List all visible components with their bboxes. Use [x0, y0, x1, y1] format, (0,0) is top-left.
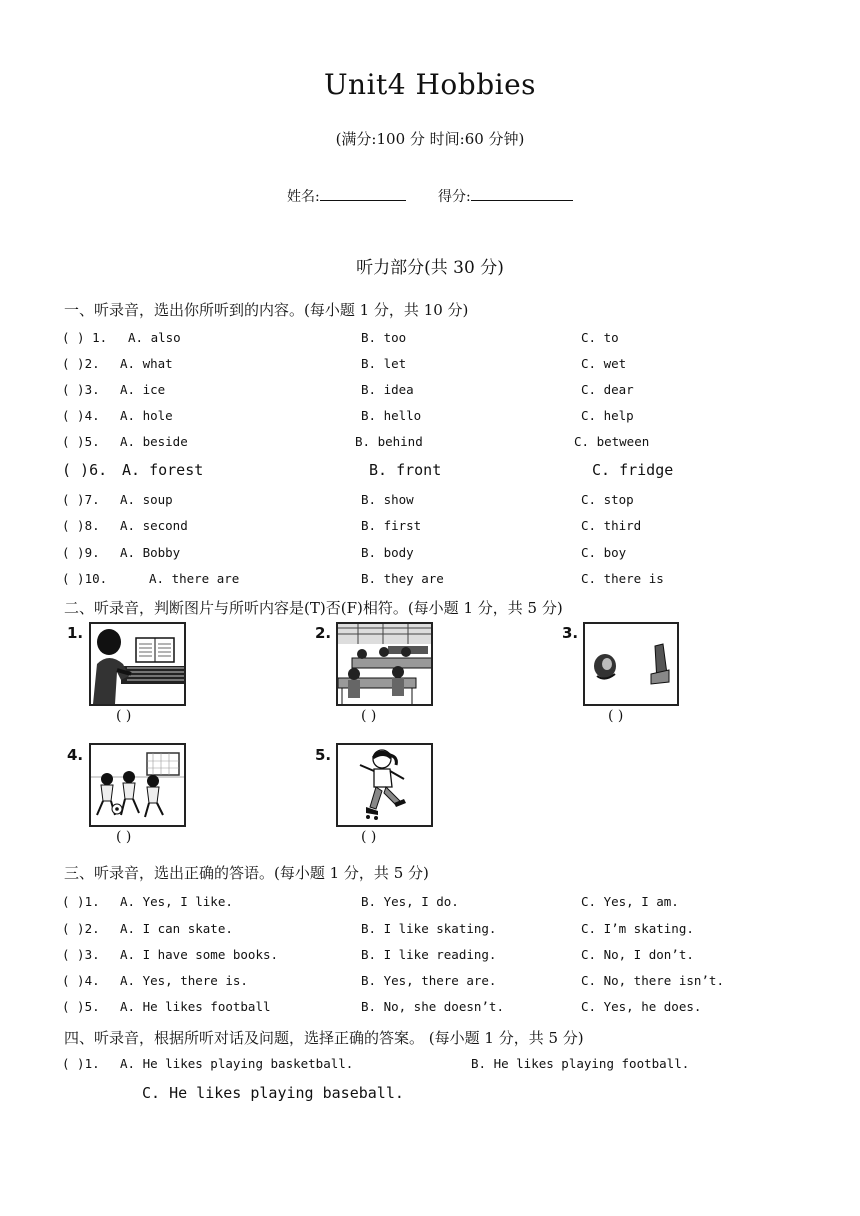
answer-paren[interactable]: ( ): [62, 518, 85, 533]
football-illustration: [91, 745, 184, 825]
option-b: B. hello: [361, 408, 422, 423]
option-a: A. beside: [120, 434, 188, 449]
option-b: B. idea: [361, 382, 414, 397]
section1-heading: 一、听录音，选出你所听到的内容。(每小题 1 分，共 10 分): [64, 301, 469, 319]
piano-girl-illustration: [91, 624, 184, 704]
question-row: [62, 330, 107, 345]
option-a: A. hole: [120, 408, 173, 423]
option-a: A. He likes football: [120, 999, 271, 1014]
option-c: C. help: [581, 408, 634, 423]
option-a: A. Yes, I like.: [120, 894, 233, 909]
question-number: 1.: [84, 1056, 100, 1071]
option-a: A. I can skate.: [120, 921, 233, 936]
option-c: C. there is: [581, 571, 664, 586]
picture-number: 4.: [67, 746, 84, 764]
option-c: C. wet: [581, 356, 627, 371]
option-b: B. Yes, I do.: [361, 894, 459, 909]
question-number: 9.: [84, 545, 100, 560]
exam-info: (满分:100 分 时间:60 分钟): [335, 130, 525, 148]
option-c: C. between: [574, 434, 650, 449]
answer-paren[interactable]: ( ): [62, 571, 85, 586]
option-b: B. No, she doesn’t.: [361, 999, 504, 1014]
picture-objects: [583, 622, 679, 706]
option-c: C. dear: [581, 382, 634, 397]
question-number: 7.: [84, 492, 100, 507]
picture-piano: [89, 622, 186, 706]
answer-paren[interactable]: ( ): [62, 408, 85, 423]
score-row: [438, 186, 573, 206]
answer-paren[interactable]: ( ): [361, 829, 377, 845]
question-number: 6.: [89, 461, 108, 479]
picture-number: 2.: [315, 624, 332, 642]
option-b: B. I like skating.: [361, 921, 497, 936]
option-b: B. show: [361, 492, 414, 507]
question-row: [62, 408, 100, 423]
question-number: 5.: [84, 999, 100, 1014]
skating-girl-illustration: [338, 745, 431, 825]
answer-paren[interactable]: ( ): [361, 708, 377, 724]
picture-football: [89, 743, 186, 827]
option-c: C. boy: [581, 545, 627, 560]
question-number: 8.: [84, 518, 100, 533]
score-blank[interactable]: [471, 186, 573, 201]
option-c: C. to: [581, 330, 619, 345]
picture-number: 3.: [562, 624, 579, 642]
answer-paren[interactable]: ( ): [62, 947, 85, 962]
answer-paren[interactable]: ( ): [62, 545, 85, 560]
option-b: B. He likes playing football.: [471, 1056, 690, 1071]
option-a: A. what: [120, 356, 173, 371]
option-c: C. No, I don’t.: [581, 947, 694, 962]
option-b: B. front: [369, 461, 442, 479]
picture-classroom: [336, 622, 433, 706]
picture-skating: [336, 743, 433, 827]
answer-paren[interactable]: ( ): [62, 492, 85, 507]
question-number: 10.: [84, 571, 108, 586]
option-b: B. behind: [355, 434, 423, 449]
answer-paren[interactable]: ( ): [62, 921, 85, 936]
option-a: A. He likes playing basketball.: [120, 1056, 354, 1071]
option-a: A. I have some books.: [120, 947, 279, 962]
option-b: B. they are: [361, 571, 444, 586]
answer-paren[interactable]: ( ): [62, 894, 85, 909]
option-c: C. I’m skating.: [581, 921, 694, 936]
name-blank[interactable]: [320, 186, 406, 201]
option-c: C. third: [581, 518, 642, 533]
listening-part-title: 听力部分(共 30 分): [356, 258, 504, 278]
question-row: [62, 973, 100, 988]
question-row: [62, 921, 100, 936]
option-a: A. soup: [120, 492, 173, 507]
section4-heading: 四、听录音，根据所听对话及问题，选择正确的答案。 (每小题 1 分，共 5 分): [64, 1029, 584, 1047]
option-c: C. No, there isn’t.: [581, 973, 724, 988]
answer-paren[interactable]: ( ): [62, 999, 85, 1014]
answer-paren[interactable]: ( ): [62, 382, 85, 397]
question-row: [62, 1056, 100, 1071]
question-number: 4.: [84, 408, 100, 423]
option-c: C. Yes, he does.: [581, 999, 702, 1014]
option-a: A. forest: [122, 461, 204, 479]
question-number: 2.: [84, 356, 100, 371]
answer-paren[interactable]: ( ): [116, 829, 132, 845]
option-c: C. He likes playing baseball.: [142, 1084, 404, 1102]
question-row: [62, 947, 100, 962]
section3-heading: 三、听录音，选出正确的答语。(每小题 1 分，共 5 分): [64, 864, 429, 882]
question-number: 2.: [84, 921, 100, 936]
question-row: [62, 894, 100, 909]
picture-number: 5.: [315, 746, 332, 764]
option-a: A. second: [120, 518, 188, 533]
option-c: C. fridge: [592, 461, 674, 479]
name-row: [287, 186, 406, 206]
answer-paren[interactable]: ( ): [116, 708, 132, 724]
answer-paren[interactable]: ( ): [62, 973, 85, 988]
question-number: 3.: [84, 947, 100, 962]
option-b: B. first: [361, 518, 422, 533]
option-a: A. ice: [120, 382, 166, 397]
option-b: B. body: [361, 545, 414, 560]
option-c: C. stop: [581, 492, 634, 507]
option-b: B. I like reading.: [361, 947, 497, 962]
section2-heading: 二、听录音，判断图片与所听内容是(T)否(F)相符。(每小题 1 分，共 5 分): [64, 599, 563, 617]
name-label: 姓名:: [287, 189, 320, 205]
question-row: [62, 382, 100, 397]
score-label: 得分:: [438, 189, 471, 205]
objects-illustration: [585, 624, 677, 704]
answer-paren[interactable]: ( ): [62, 330, 85, 345]
question-number: 1.: [92, 330, 108, 345]
answer-paren[interactable]: ( ): [62, 356, 85, 371]
option-a: A. also: [128, 330, 181, 345]
question-row: [62, 492, 100, 507]
question-row: [62, 434, 100, 449]
option-a: A. Bobby: [120, 545, 181, 560]
answer-paren[interactable]: ( ): [608, 708, 624, 724]
question-row: [62, 545, 100, 560]
option-a: A. there are: [149, 571, 240, 586]
question-number: 5.: [84, 434, 100, 449]
answer-paren[interactable]: ( ): [62, 1056, 85, 1071]
picture-number: 1.: [67, 624, 84, 642]
question-number: 4.: [84, 973, 100, 988]
option-b: B. let: [361, 356, 407, 371]
option-a: A. Yes, there is.: [120, 973, 248, 988]
answer-paren[interactable]: ( ): [62, 434, 85, 449]
answer-paren[interactable]: ( ): [62, 461, 90, 479]
classroom-illustration: [338, 624, 431, 704]
question-number: 1.: [84, 894, 100, 909]
page-title: Unit4 Hobbies: [323, 68, 537, 101]
option-b: B. Yes, there are.: [361, 973, 497, 988]
question-row: [62, 356, 100, 371]
question-row: [62, 571, 107, 586]
question-row: [62, 461, 107, 479]
question-row: [62, 999, 100, 1014]
question-number: 3.: [84, 382, 100, 397]
option-b: B. too: [361, 330, 407, 345]
option-c: C. Yes, I am.: [581, 894, 679, 909]
question-row: [62, 518, 100, 533]
